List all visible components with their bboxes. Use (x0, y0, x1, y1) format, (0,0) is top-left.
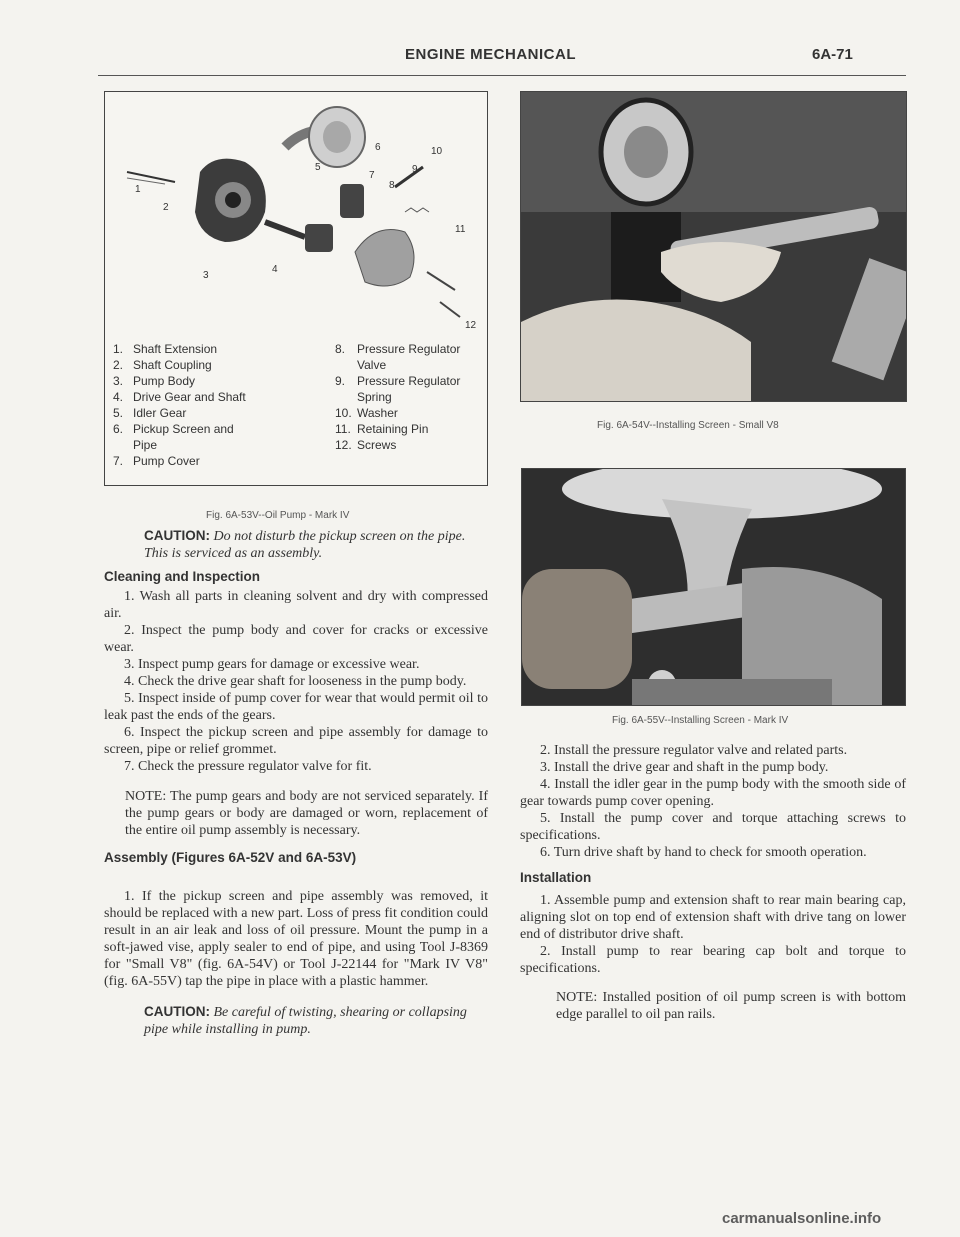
callout-4: 4 (272, 264, 278, 275)
heading-assembly: Assembly (Figures 6A-52V and 6A-53V) (104, 850, 357, 865)
legend-label: Spring (357, 390, 392, 404)
assembly-step: 1. If the pickup screen and pipe assembly was removed, it should be replaced with a new part. Loss of press fit condition could result in an air leak and loss of oil pressure. Mount the pump in a soft-jawed vise, apply sealer to end of pipe, and using Tool J-8369 for "Small V8" (fig. 6A-54V) or Tool J-22144 for "Mark IV V8" (fig. 6A-55V) tap the pipe in place with a plastic hammer. (104, 889, 488, 989)
assembly-step: 2. Install the pressure regulator valve and related parts. (540, 743, 848, 758)
installation-step: 1. Assemble pump and extension shaft to rear main bearing cap, aligning slot on top end of extension shaft with drive tang on lower end of distributor drive shaft. (520, 893, 906, 942)
assembly-step: 5. Install the pump cover and torque attaching screws to specifications. (520, 811, 906, 843)
legend-num: 11. (335, 422, 351, 436)
legend-label: Pickup Screen and (133, 422, 234, 436)
photo-installing-screen-small-v8 (521, 92, 906, 401)
oil-pump-exploded-drawing (105, 92, 487, 332)
callout-2: 2 (163, 202, 169, 213)
assembly-step: 4. Install the idler gear in the pump body with the smooth side of gear towards pump cover opening. (520, 777, 906, 809)
heading-cleaning-inspection: Cleaning and Inspection (104, 569, 261, 584)
cleaning-step: 4. Check the drive gear shaft for looseness in the pump body. (124, 674, 467, 689)
legend-label: Pressure Regulator (357, 342, 461, 356)
cleaning-step: 7. Check the pressure regulator valve for fit. (124, 759, 372, 774)
legend-label: Shaft Extension (133, 342, 218, 356)
legend-num: 9. (335, 374, 346, 388)
callout-6: 6 (375, 142, 381, 153)
legend-label: Retaining Pin (357, 422, 429, 436)
assembly-step: 3. Install the drive gear and shaft in the pump body. (540, 760, 829, 775)
callout-12: 12 (465, 320, 477, 331)
caution-label: CAUTION: (144, 528, 210, 543)
callout-7: 7 (369, 170, 375, 181)
left-column (104, 527, 488, 1038)
legend-label: Pressure Regulator (357, 374, 461, 388)
legend-num: 1. (113, 342, 124, 356)
figure-caption-6a-54v: Fig. 6A-54V--Installing Screen - Small V8 (597, 420, 779, 431)
legend-num: 5. (113, 406, 124, 420)
figure-caption-6a-53v: Fig. 6A-53V--Oil Pump - Mark IV (206, 510, 350, 521)
note-screen-position: NOTE: Installed position of oil pump screen is with bottom edge parallel to oil pan rails. (556, 990, 906, 1022)
figure-oil-pump-exploded (104, 91, 488, 486)
cleaning-step: 2. Inspect the pump body and cover for cracks or excessive wear. (104, 623, 488, 655)
page-header-title: ENGINE MECHANICAL (405, 46, 577, 63)
legend-num: 4. (113, 390, 124, 404)
legend-label: Idler Gear (133, 406, 187, 420)
caution-text: Be careful of twisting, shearing or collapsing pipe while installing in pump. (144, 1005, 467, 1037)
caution-note-2 (104, 1003, 488, 1038)
legend-label: Washer (357, 406, 398, 420)
callout-9: 9 (412, 164, 418, 175)
cleaning-step: 1. Wash all parts in cleaning solvent and dry with compressed air. (104, 589, 488, 621)
legend-num: 8. (335, 342, 346, 356)
header-rule (98, 75, 906, 76)
photo-installing-screen-mark-iv (522, 469, 905, 705)
legend-label: Valve (357, 358, 387, 372)
legend-num: 12. (335, 438, 352, 452)
callout-10: 10 (431, 146, 443, 157)
legend-label: Shaft Coupling (133, 358, 212, 372)
assembly-step: 6. Turn drive shaft by hand to check for smooth operation. (540, 845, 867, 860)
right-column (520, 742, 906, 1023)
figure-photo-installing-screen-small-v8 (520, 91, 907, 402)
legend-num: 3. (113, 374, 124, 388)
legend-label: Drive Gear and Shaft (133, 390, 246, 404)
page-number: 6A-71 (812, 46, 853, 63)
legend-label: Pump Cover (133, 454, 200, 468)
legend-label: Screws (357, 438, 397, 452)
figure-caption-6a-55v: Fig. 6A-55V--Installing Screen - Mark IV (612, 715, 789, 726)
installation-step: 2. Install pump to rear bearing cap bolt and torque to specifications. (520, 944, 906, 976)
legend-num: 7. (113, 454, 124, 468)
legend-label: Pipe (133, 438, 158, 452)
callout-11: 11 (455, 224, 466, 235)
callout-3: 3 (203, 270, 209, 281)
caution-text: Do not disturb the pickup screen on the pipe. This is serviced as an assembly. (144, 529, 466, 561)
legend-num: 10. (335, 406, 352, 420)
legend-num: 6. (113, 422, 124, 436)
cleaning-step: 5. Inspect inside of pump cover for wear that would permit oil to leak past the ends of the gears. (104, 691, 488, 723)
caution-label: CAUTION: (144, 1004, 210, 1019)
watermark: carmanualsonline.info (722, 1210, 882, 1227)
callout-5: 5 (315, 162, 321, 173)
callout-1: 1 (135, 184, 141, 195)
legend-num: 2. (113, 358, 124, 372)
cleaning-step: 6. Inspect the pickup screen and pipe assembly for damage to screen, pipe or relief grommet. (104, 725, 488, 757)
figure-photo-installing-screen-mark-iv (521, 468, 906, 706)
callout-8: 8 (389, 180, 395, 191)
note-pump-gears: NOTE: The pump gears and body are not serviced separately. If the pump gears or body are damaged or worn, replacement of the entire oil pump assembly is necessary. (125, 789, 488, 838)
caution-note-1 (104, 527, 488, 562)
legend-label: Pump Body (133, 374, 196, 388)
cleaning-step: 3. Inspect pump gears for damage or excessive wear. (124, 657, 420, 672)
heading-installation: Installation (520, 870, 592, 885)
